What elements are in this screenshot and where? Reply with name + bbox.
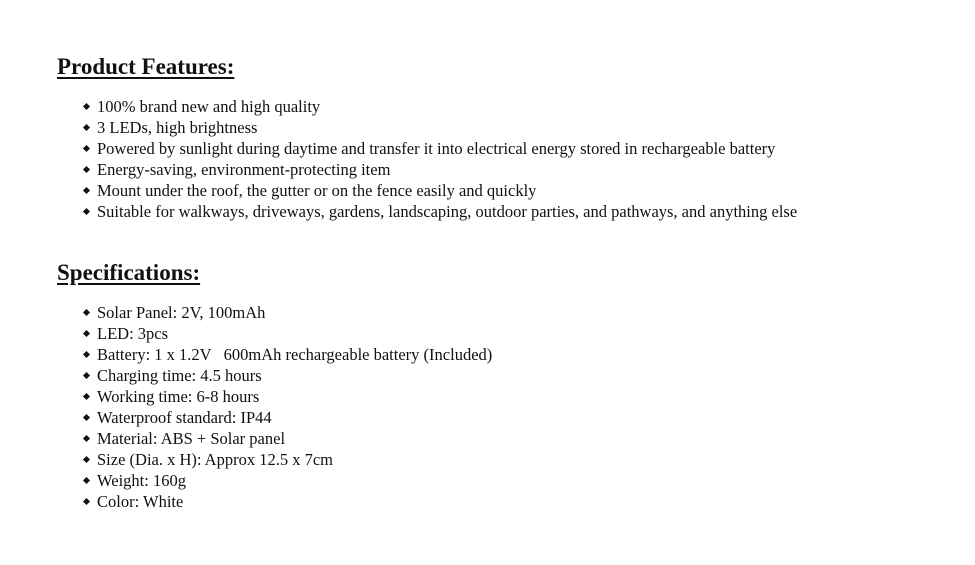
list-item-text: Solar Panel: 2V, 100mAh xyxy=(97,303,266,322)
list-item-text: Weight: 160g xyxy=(97,471,186,490)
list-item-text: Mount under the roof, the gutter or on the fence easily and quickly xyxy=(97,181,537,200)
list-item-text: Charging time: 4.5 hours xyxy=(97,366,262,385)
product-features-heading: Product Features: xyxy=(57,54,235,79)
list-item xyxy=(57,323,492,344)
bullet-icon xyxy=(83,145,90,152)
product-features-list xyxy=(57,96,797,222)
bullet-icon xyxy=(83,187,90,194)
list-item-text: 3 LEDs, high brightness xyxy=(97,118,258,137)
bullet-icon xyxy=(83,166,90,173)
bullet-icon xyxy=(83,372,90,379)
list-item-text: Powered by sunlight during daytime and transfer it into electrical energy stored in rechargeable battery xyxy=(97,139,776,158)
list-item-text: Suitable for walkways, driveways, gardens, landscaping, outdoor parties, and pathways, and anything else xyxy=(97,202,798,221)
list-item xyxy=(57,96,797,117)
list-item xyxy=(57,365,492,386)
bullet-icon xyxy=(83,309,90,316)
list-item-text: Battery: 1 x 1.2V 600mAh rechargeable battery (Included) xyxy=(97,345,493,364)
list-item-text: Size (Dia. x H): Approx 12.5 x 7cm xyxy=(97,450,334,469)
list-item xyxy=(57,491,492,512)
bullet-icon xyxy=(83,330,90,337)
list-item xyxy=(57,407,492,428)
list-item xyxy=(57,344,492,365)
list-item xyxy=(57,159,797,180)
product-features-section xyxy=(57,53,797,222)
bullet-icon xyxy=(83,351,90,358)
bullet-icon xyxy=(83,208,90,215)
list-item xyxy=(57,302,492,323)
list-item-text: LED: 3pcs xyxy=(97,324,169,343)
specifications-list xyxy=(57,302,492,512)
list-item xyxy=(57,117,797,138)
bullet-icon xyxy=(83,103,90,110)
bullet-icon xyxy=(83,456,90,463)
list-item xyxy=(57,386,492,407)
list-item-text: Material: ABS + Solar panel xyxy=(97,429,286,448)
bullet-icon xyxy=(83,498,90,505)
list-item-text: 100% brand new and high quality xyxy=(97,97,321,116)
list-item-text: Energy-saving, environment-protecting item xyxy=(97,160,391,179)
list-item xyxy=(57,428,492,449)
bullet-icon xyxy=(83,393,90,400)
list-item xyxy=(57,138,797,159)
list-item-text: Working time: 6-8 hours xyxy=(97,387,260,406)
bullet-icon xyxy=(83,477,90,484)
specifications-section xyxy=(57,259,492,512)
list-item xyxy=(57,470,492,491)
bullet-icon xyxy=(83,414,90,421)
list-item xyxy=(57,449,492,470)
list-item xyxy=(57,180,797,201)
specifications-heading: Specifications: xyxy=(57,260,201,285)
bullet-icon xyxy=(83,435,90,442)
list-item-text: Color: White xyxy=(97,492,184,511)
bullet-icon xyxy=(83,124,90,131)
list-item-text: Waterproof standard: IP44 xyxy=(97,408,272,427)
list-item xyxy=(57,201,797,222)
